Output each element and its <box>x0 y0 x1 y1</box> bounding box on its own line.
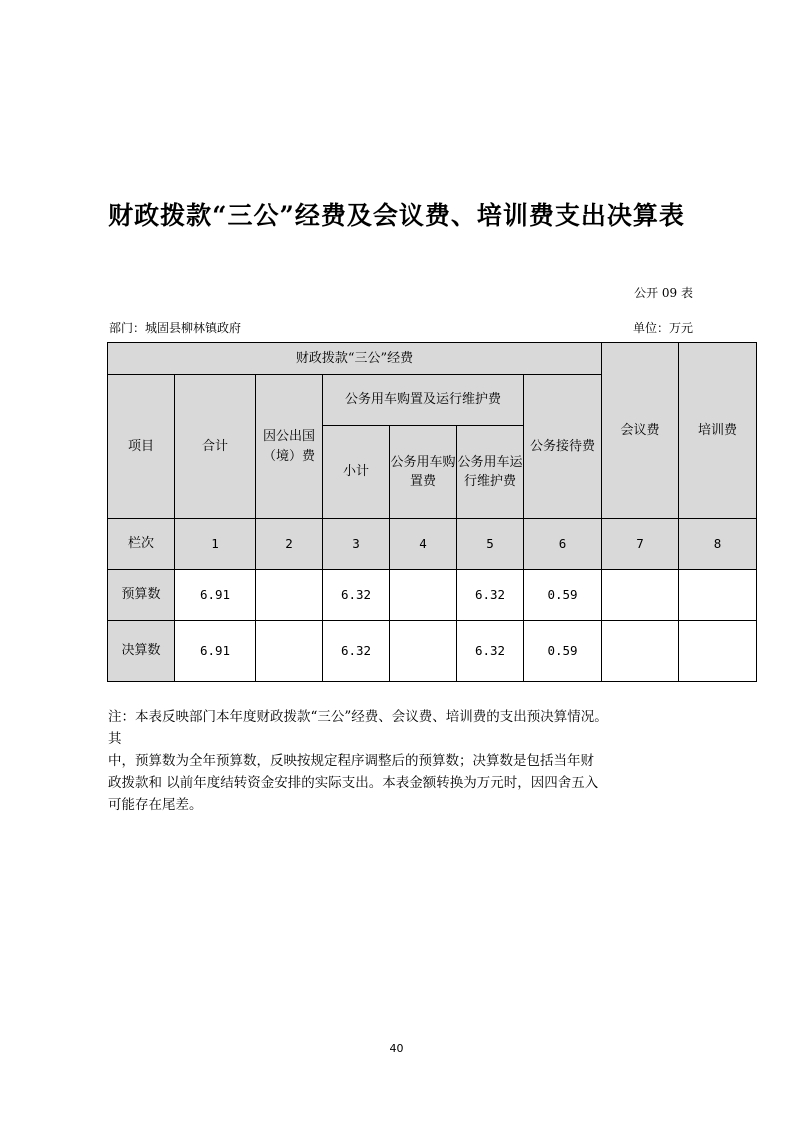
header-reception: 公务接待费 <box>524 375 602 519</box>
department-label: 部门：城固县柳林镇政府 <box>109 321 242 335</box>
budget-reception: 0.59 <box>524 570 602 621</box>
actual-vehicle-purchase <box>390 621 457 682</box>
vehicle-group-header: 公务用车购置及运行维护费 <box>323 375 524 426</box>
header-vehicle-purchase: 公务用车购置费 <box>390 426 457 519</box>
unit-label: 单位：万元 <box>632 321 693 335</box>
footnote-line: 注：本表反映部门本年度财政拨款“三公”经费、会议费、培训费的支出预决算情况。 <box>108 709 608 725</box>
header-vehicle-operation: 公务用车运行维护费 <box>457 426 524 519</box>
column-number: 2 <box>256 519 323 570</box>
budget-abroad <box>256 570 323 621</box>
row-label-actual: 决算数 <box>108 621 175 682</box>
header-total: 合计 <box>175 375 256 519</box>
column-number: 3 <box>323 519 390 570</box>
column-number: 1 <box>175 519 256 570</box>
actual-vehicle-operation: 6.32 <box>457 621 524 682</box>
actual-training <box>679 621 757 682</box>
actual-abroad <box>256 621 323 682</box>
budget-meeting <box>602 570 679 621</box>
actual-total: 6.91 <box>175 621 256 682</box>
header-abroad: 因公出国（境）费 <box>256 375 323 519</box>
header-subtotal: 小计 <box>323 426 390 519</box>
header-meeting: 会议费 <box>602 343 679 519</box>
header-item: 项目 <box>108 375 175 519</box>
column-number: 8 <box>679 519 757 570</box>
expenditure-table <box>107 342 757 682</box>
column-number: 5 <box>457 519 524 570</box>
page-number: 40 <box>389 1042 404 1055</box>
table-row <box>108 570 757 621</box>
actual-subtotal: 6.32 <box>323 621 390 682</box>
footnote-line: 中，预算数为全年预算数，反映按规定程序调整后的预算数；决算数是包括当年财 <box>108 753 594 769</box>
footnote <box>108 706 708 816</box>
column-number: 7 <box>602 519 679 570</box>
row-index-label: 栏次 <box>108 519 175 570</box>
page-title: 财政拨款“三公”经费及会议费、培训费支出决算表 <box>108 201 685 230</box>
budget-training <box>679 570 757 621</box>
footnote-line: 政拨款和 以前年度结转资金安排的实际支出。本表金额转换为万元时，因四舍五入 <box>108 775 599 791</box>
row-label-budget: 预算数 <box>108 570 175 621</box>
budget-vehicle-purchase <box>390 570 457 621</box>
column-number: 4 <box>390 519 457 570</box>
budget-vehicle-operation: 6.32 <box>457 570 524 621</box>
actual-meeting <box>602 621 679 682</box>
column-number: 6 <box>524 519 602 570</box>
three-public-group-header: 财政拨款“三公”经费 <box>108 343 602 375</box>
header-training: 培训费 <box>679 343 757 519</box>
budget-subtotal: 6.32 <box>323 570 390 621</box>
form-number: 公开 09 表 <box>634 286 693 300</box>
footnote-line: 其 <box>108 731 122 747</box>
table-row <box>108 621 757 682</box>
actual-reception: 0.59 <box>524 621 602 682</box>
budget-total: 6.91 <box>175 570 256 621</box>
footnote-line: 可能存在尾差。 <box>108 797 203 813</box>
